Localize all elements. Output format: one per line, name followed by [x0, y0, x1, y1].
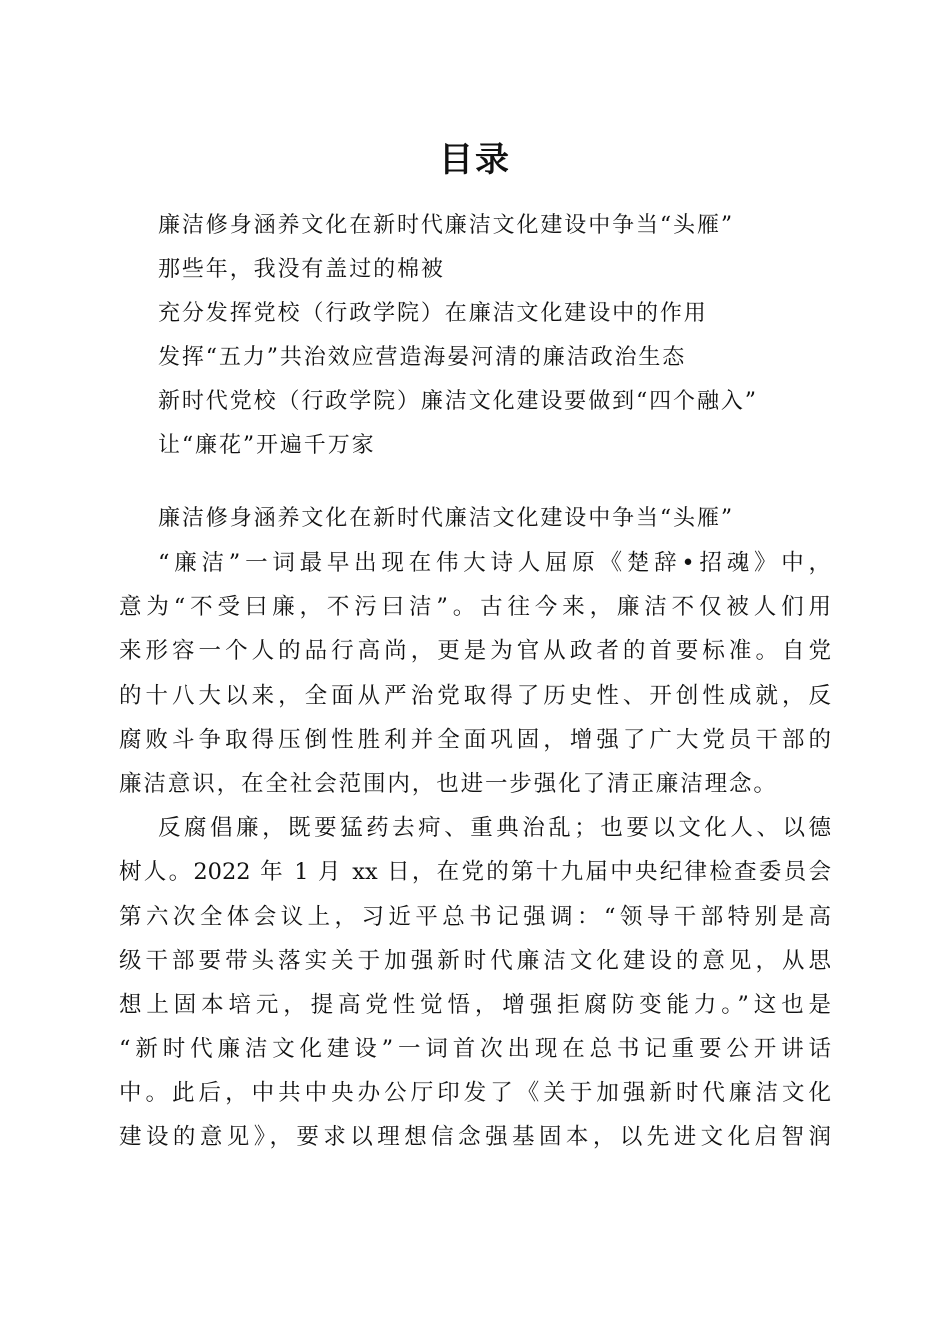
text-line: 反腐倡廉，既要猛药去疴、重典治乱；也要以文化人、以德: [158, 815, 831, 842]
text-line: 第六次全体会议上，习近平总书记强调：“领导干部特别是高: [119, 903, 831, 930]
table-of-contents: [158, 204, 858, 468]
toc-entry: 新时代党校（行政学院）廉洁文化建设要做到“四个融入”: [158, 389, 758, 414]
text-line: 中。此后，中共中央办公厅印发了《关于加强新时代廉洁文化: [119, 1080, 831, 1107]
text-line: 想上固本培元，提高党性觉悟，增强拒腐防变能力。”这也是: [119, 991, 831, 1018]
text-line: “廉洁”一词最早出现在伟大诗人屈原《楚辞•招魂》中，: [158, 550, 831, 576]
page-title: 目录: [439, 140, 511, 180]
text-line: 建设的意见》，要求以理想信念强基固本，以先进文化启智润: [119, 1124, 831, 1151]
text-line: “新时代廉洁文化建设”一词首次出现在总书记重要公开讲话: [119, 1036, 831, 1063]
article-heading: 廉洁修身涵养文化在新时代廉洁文化建设中争当“头雁”: [158, 506, 734, 531]
text-line: 腐败斗争取得压倒性胜利并全面巩固，增强了广大党员干部的: [119, 726, 831, 753]
toc-entry: 那些年，我没有盖过的棉被: [158, 257, 445, 282]
text-line: 的十八大以来，全面从严治党取得了历史性、开创性成就，反: [119, 682, 831, 709]
text-line: 树人。2022 年 1 月 xx 日，在党的第十九届中央纪律检查委员会: [119, 859, 831, 886]
toc-entry: 发挥“五力”共治效应营造海晏河清的廉洁政治生态: [158, 345, 687, 370]
text-line: 级干部要带头落实关于加强新时代廉洁文化建设的意见，从思: [119, 947, 831, 974]
text-line: 来形容一个人的品行高尚，更是为官从政者的首要标准。自党: [119, 638, 831, 665]
toc-entry: 充分发挥党校（行政学院）在廉洁文化建设中的作用: [158, 301, 708, 326]
text-line: 意为“不受曰廉，不污曰洁”。古往今来，廉洁不仅被人们用: [119, 594, 831, 621]
article-body: [119, 497, 831, 1160]
toc-entry: 让“廉花”开遍千万家: [158, 433, 376, 458]
paragraph-2: [119, 806, 831, 1160]
paragraph-1: [119, 541, 831, 806]
text-line: 廉洁意识，在全社会范围内，也进一步强化了清正廉洁理念。: [119, 770, 778, 797]
toc-entry: 廉洁修身涵养文化在新时代廉洁文化建设中争当“头雁”: [158, 213, 734, 238]
